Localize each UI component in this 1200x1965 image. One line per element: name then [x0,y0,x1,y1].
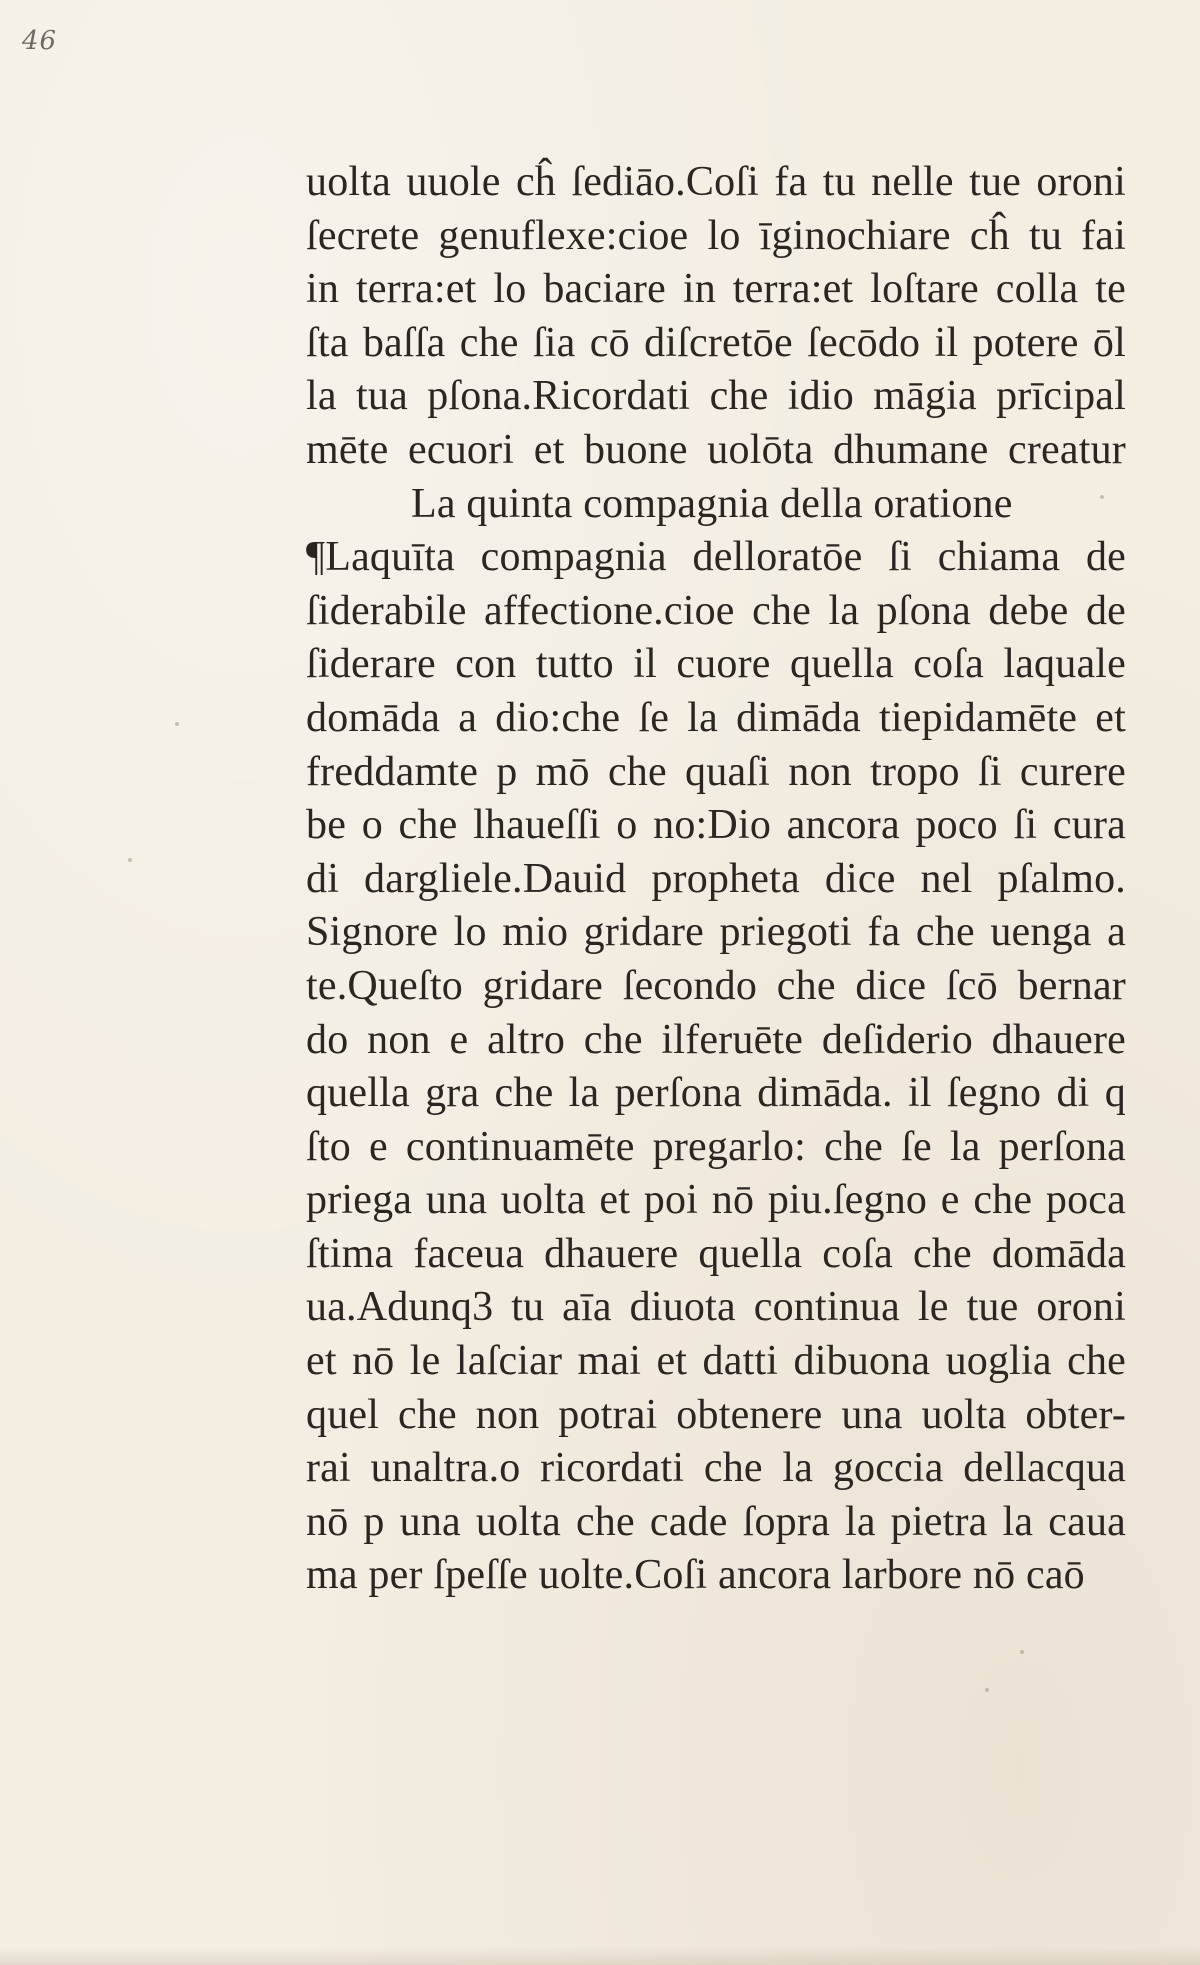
paper-speck [128,858,132,862]
text-line: domāda a dio:che ſe la dimāda tiepidamēte et [306,694,1126,741]
text-line: ſiderare con tutto il cuore quella coſa laquale [306,641,1126,688]
text-line: ſiderabile affectione.cioe che la pſona debe de [306,587,1126,634]
text-line: di dargliele.Dauid propheta dice nel pſalmo. [306,855,1126,902]
text-line: quel che non potrai obtenere una uolta obter- [306,1391,1126,1438]
text-line: priega una uolta et poi nō piu.ſegno e che poca [306,1177,1126,1224]
text-line: in terra:et lo baciare in terra:et loſtare colla te [306,266,1126,313]
section-heading: La quinta compagnia della oratione [411,480,1013,527]
text-line: ſto e continuamēte pregarlo: che ſe la perſona [306,1123,1126,1170]
text-line: et nō le laſciar mai et datti dibuona uoglia che [306,1338,1126,1385]
folio-number: 46 [22,26,58,56]
text-line: quella gra che la perſona dimāda. il ſegno di q [306,1070,1126,1117]
text-line: ma per ſpeſſe uolte.Coſi ancora larbore nō caō [306,1552,1085,1599]
text-line: do non e altro che ilferuēte deſiderio dhauere [306,1016,1126,1063]
paper-speck [175,722,179,726]
paper-speck [1100,495,1104,499]
text-line: ſtima faceua dhauere quella coſa che domāda [306,1230,1126,1277]
text-line: mēte ecuori et buone uolōta dhumane creatur [306,426,1126,473]
text-line: Signore lo mio gridare priegoti fa che uenga a [306,909,1126,956]
text-line: nō p una uolta che cade ſopra la pietra la caua [306,1498,1126,1545]
paper-speck [985,1688,989,1692]
text-line: be o che lhaueſſi o no:Dio ancora poco ſi cura [306,802,1126,849]
text-line: la tua pſona.Ricordati che idio māgia prīcipal [306,373,1126,420]
text-line: ſecrete genuflexe:cioe lo īginochiare cĥ tu fai [306,212,1126,259]
text-block [306,156,1126,1603]
text-line: freddamte p mō che quaſi non tropo ſi curere [306,748,1126,795]
text-line: ¶Laquīta compagnia delloratōe ſi chiama de [306,534,1126,581]
text-line: rai unaltra.o ricordati che la goccia dellacqua [306,1445,1126,1492]
text-line: ſta baſſa che ſia cō diſcretōe ſecōdo il potere ōl [306,319,1126,366]
page-edge [0,1947,1200,1965]
text-line: uolta uuole cĥ ſediāo.Coſi fa tu nelle tue oroni [306,159,1126,205]
text-line: ua.Adunq3 tu aīa diuota continua le tue oroni [306,1284,1126,1331]
text-line: te.Queſto gridare ſecondo che dice ſcō bernar [306,962,1126,1009]
paper-speck [1020,1650,1024,1654]
